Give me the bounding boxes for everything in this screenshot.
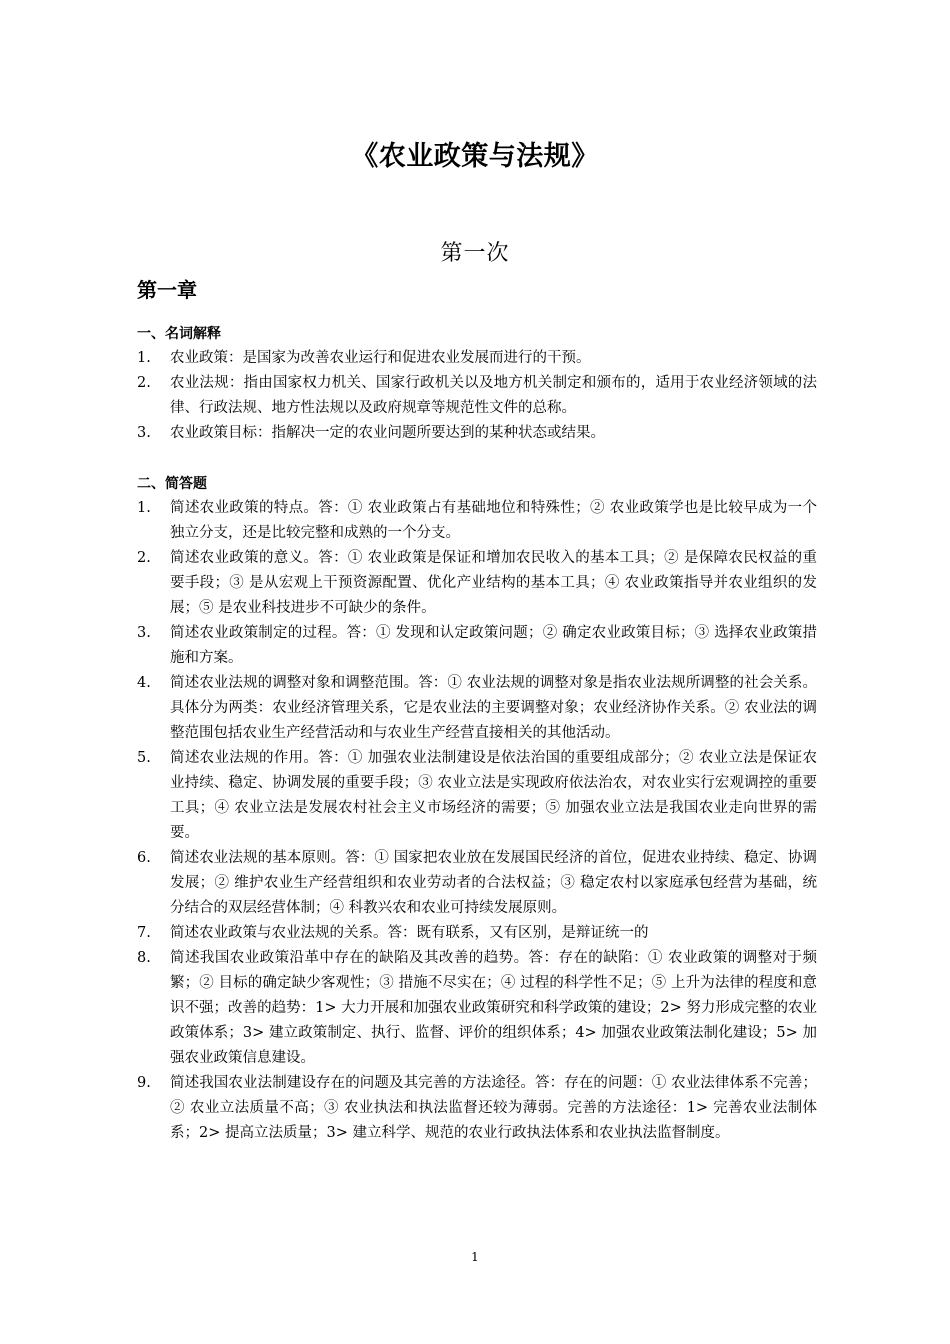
list-item <box>137 846 817 921</box>
list-item <box>137 621 817 671</box>
list-item-text: 简述我国农业政策沿革中存在的缺陷及其改善的趋势。答：存在的缺陷：① 农业政策的调整对于频繁；② 目标的确定缺少客观性；③ 措施不尽实在；④ 过程的科学性不足；⑤ 上升为法律的程度和意识不强；改善的趋势：1> 大力开展和加强农业政策研究和科学政策的建设；2> 努力形成完整的农业政策体系；3> 建立政策制定、执行、监督、评价的组织体系；4> 加强农业政策法制化建设；5> 加强农业政策信息建设。 <box>170 950 817 1066</box>
list-item-text: 简述农业政策与农业法规的关系。答：既有联系，又有区别，是辩证统一的 <box>170 925 649 941</box>
list-item-text: 简述农业政策的特点。答：① 农业政策占有基础地位和特殊性；② 农业政策学也是比较早成为一个独立分支，还是比较完整和成熟的一个分支。 <box>170 500 817 541</box>
section-heading: 二、简答题 <box>137 476 207 492</box>
list-item <box>137 746 817 846</box>
list-item <box>137 546 817 621</box>
list-item <box>137 1071 817 1146</box>
list-item-number: 8. <box>137 950 151 966</box>
list-item-number: 1. <box>137 500 151 516</box>
list-item <box>137 921 817 946</box>
list-item <box>137 371 817 421</box>
list-item-text: 简述农业政策制定的过程。答：① 发现和认定政策问题；② 确定农业政策目标；③ 选择农业政策措施和方案。 <box>170 625 817 666</box>
list-item-number: 4. <box>137 675 151 691</box>
list-item-text: 农业政策目标：指解决一定的农业问题所要达到的某种状态或结果。 <box>170 425 605 441</box>
definitions-list <box>137 346 817 446</box>
list-item <box>137 671 817 746</box>
list-item <box>137 421 817 446</box>
list-item-number: 9. <box>137 1075 151 1091</box>
list-item-text: 简述农业法规的作用。答：① 加强农业法制建设是依法治国的重要组成部分；② 农业立法是保证农业持续、稳定、协调发展的重要手段；③ 农业立法是实现政府依法治农，对农业实行宏观调控的重要工具；④ 农业立法是发展农村社会主义市场经济的需要；⑤ 加强农业立法是我国农业走向世界的需要。 <box>170 750 817 841</box>
list-item-number: 3. <box>137 425 151 441</box>
short-answers-list <box>137 496 817 1146</box>
chapter-title: 第一章 <box>137 278 197 302</box>
list-item <box>137 346 817 371</box>
page-number: 1 <box>471 1250 479 1264</box>
list-item-number: 5. <box>137 750 151 766</box>
list-item-text: 简述农业政策的意义。答：① 农业政策是保证和增加农民收入的基本工具；② 是保障农民权益的重要手段；③ 是从宏观上干预资源配置、优化产业结构的基本工具；④ 农业政策指导并农业组织的发展；⑤ 是农业科技进步不可缺少的条件。 <box>170 550 817 616</box>
list-item-number: 1. <box>137 350 151 366</box>
list-item-text: 农业法规：指由国家权力机关、国家行政机关以及地方机关制定和颁布的，适用于农业经济领域的法律、行政法规、地方性法规以及政府规章等规范性文件的总称。 <box>170 375 817 416</box>
list-item-number: 3. <box>137 625 151 641</box>
document-title: 《农业政策与法规》 <box>351 141 599 172</box>
list-item <box>137 946 817 1071</box>
list-item-number: 2. <box>137 550 151 566</box>
list-item <box>137 496 817 546</box>
list-item-text: 农业政策：是国家为改善农业运行和促进农业发展而进行的干预。 <box>170 350 591 366</box>
list-item-number: 6. <box>137 850 151 866</box>
section-short-answers <box>137 472 817 1146</box>
section-heading: 一、名词解释 <box>137 326 221 342</box>
list-item-text: 简述农业法规的基本原则。答：① 国家把农业放在发展国民经济的首位，促进农业持续、稳定、协调发展；② 维护农业生产经营组织和农业劳动者的合法权益；③ 稳定农村以家庭承包经营为基础，统分结合的双层经营体制；④ 科教兴农和农业可持续发展原则。 <box>170 850 817 916</box>
list-item-text: 简述我国农业法制建设存在的问题及其完善的方法途径。答：存在的问题：① 农业法律体系不完善；② 农业立法质量不高；③ 农业执法和执法监督还较为薄弱。完善的方法途径：1> 完善农业法制体系；2> 提高立法质量；3> 建立科学、规范的农业行政执法体系和农业执法监督制度。 <box>170 1075 817 1141</box>
list-item-text: 简述农业法规的调整对象和调整范围。答：① 农业法规的调整对象是指农业法规所调整的社会关系。具体分为两类：农业经济管理关系，它是农业法的主要调整对象；农业经济协作关系。② 农业法的调整范围包括农业生产经营活动和与农业生产经营直接相关的其他活动。 <box>170 675 817 741</box>
section-definitions <box>137 322 817 446</box>
session-title: 第一次 <box>440 241 510 266</box>
list-item-number: 2. <box>137 375 151 391</box>
list-item-number: 7. <box>137 925 151 941</box>
